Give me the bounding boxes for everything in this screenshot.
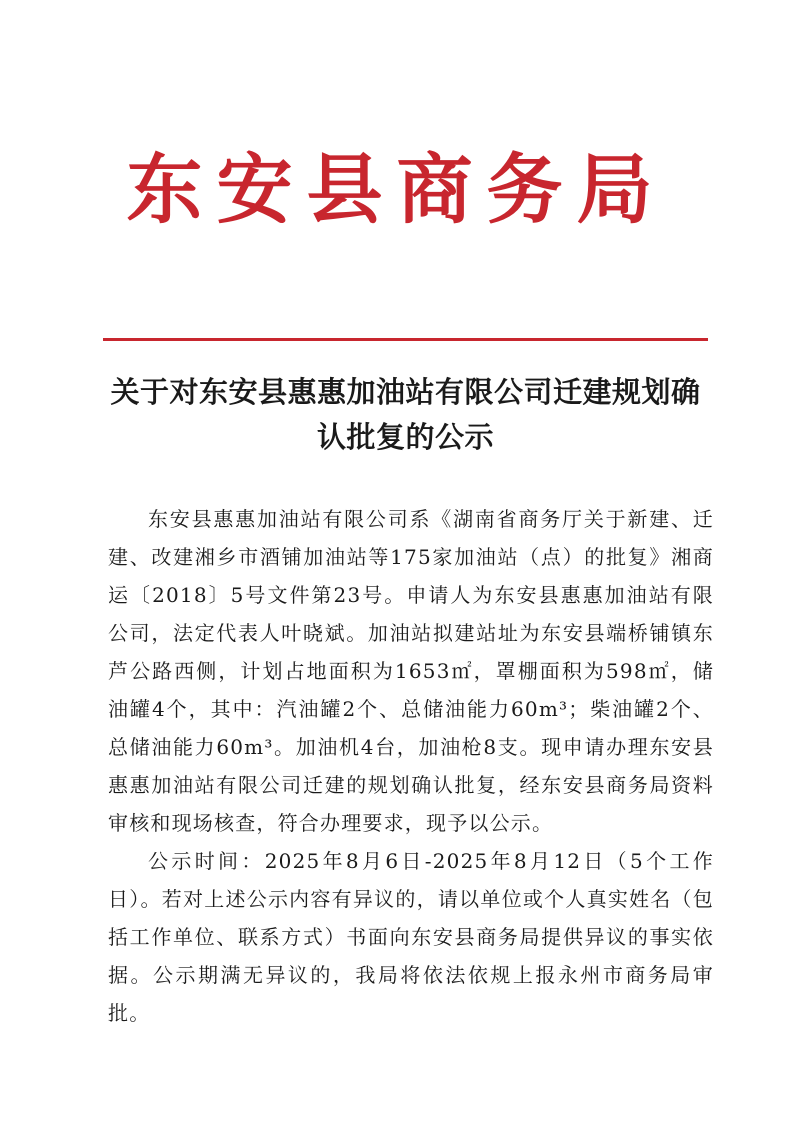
red-divider-line xyxy=(103,338,708,341)
body-paragraph-1: 东安县惠惠加油站有限公司系《湖南省商务厅关于新建、迁建、改建湘乡市酒铺加油站等175家加油站（点）的批复》湘商运〔2018〕5号文件第23号。申请人为东安县惠惠加油站有限公司，法定代表人叶晓斌。加油站拟建站址为东安县端桥铺镇东芦公路西侧，计划占地面积为1653㎡，罩棚面积为598㎡，储油罐4个，其中：汽油罐2个、总储油能力60m³；柴油罐2个、总储油能力60m³。加油机4台，加油枪8支。现申请办理东安县惠惠加油站有限公司迁建的规划确认批复，经东安县商务局资料审核和现场核查，符合办理要求，现予以公示。 xyxy=(108,507,714,835)
body-paragraph-2: 公示时间：2025年8月6日-2025年8月12日（5个工作日）。若对上述公示内容有异议的，请以单位或个人真实姓名（包括工作单位、联系方式）书面向东安县商务局提供异议的事实依据。公示期满无异议的，我局将依法依规上报永州市商务局审批。 xyxy=(108,849,714,1025)
document-body xyxy=(108,500,714,1032)
document-title: 关于对东安县惠惠加油站有限公司迁建规划确认批复的公示 xyxy=(110,375,701,454)
issuer-header: 东安县商务局 xyxy=(126,145,667,234)
